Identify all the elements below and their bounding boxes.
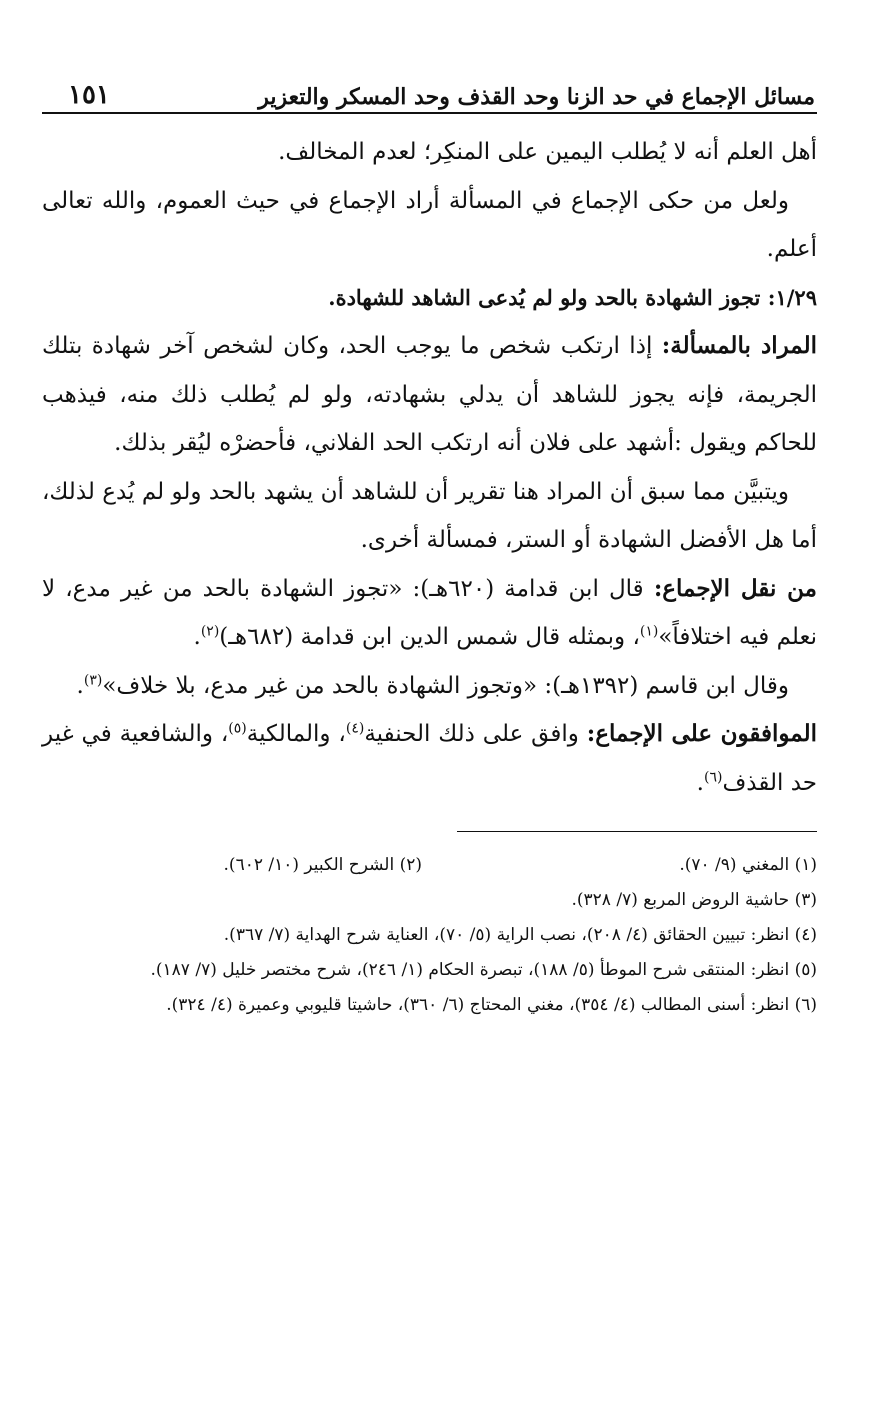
footnote-row: [42, 848, 817, 883]
paragraph-text: إذا ارتكب شخص ما يوجب الحد، وكان لشخص آخر شهادة بتلك الجريمة، فإنه يجوز للشاهد أن يدلي بشهادته، ولو لم يُطلب ذلك منه، فيذهب للحاكم ويقول :أشهد على فلان أنه ارتكب الحد الفلاني، فأحضرْه ليُقر بذلك.: [42, 333, 817, 456]
footnote-ref[interactable]: (٤): [345, 720, 365, 737]
paragraph-text: وافق على ذلك الحنفية: [364, 721, 587, 747]
paragraph-label: من نقل الإجماع:: [653, 574, 817, 602]
page-number: ١٥١: [68, 80, 110, 110]
paragraph: ولعل من حكى الإجماع في المسألة أراد الإجماع في حيث العموم، والله تعالى أعلم.: [42, 187, 817, 262]
footnote: (٦) انظر: أسنى المطالب (٤/ ٣٥٤)، مغني المحتاج (٦/ ٣٦٠)، حاشيتا قليوبي وعميرة (٤/ ٣٢٤).: [166, 995, 817, 1015]
paragraph-text: قال ابن قدامة (٦٢٠هـ): «تجوز الشهادة بالحد من غير مدع، لا نعلم فيه اختلافاً»: [42, 575, 817, 650]
running-title: مسائل الإجماع في حد الزنا وحد القذف وحد المسكر والتعزير: [258, 84, 815, 110]
footnote-ref[interactable]: (٥): [228, 720, 247, 737]
footnote-divider: [457, 831, 817, 832]
paragraph-text: .: [696, 769, 704, 796]
footnote-ref[interactable]: (٣): [83, 671, 103, 688]
paragraph-text: ، والشافعية في غير حد القذف: [42, 721, 817, 796]
footnote: (٢) الشرح الكبير (١٠/ ٦٠٢).: [223, 855, 422, 875]
paragraph: [42, 322, 817, 468]
page-header: [42, 58, 817, 110]
footnote: (٤) انظر: تبيين الحقائق (٤/ ٢٠٨)، نصب الراية (٥/ ٧٠)، العناية شرح الهداية (٧/ ٣٦٧).: [223, 925, 817, 945]
paragraph-text: ، والمالكية: [246, 721, 346, 747]
paragraph-text: .: [76, 672, 84, 699]
main-text: [42, 128, 817, 807]
paragraph: [42, 710, 817, 807]
paragraph-label: الموافقون على الإجماع:: [586, 720, 818, 747]
paragraph-text: .: [193, 624, 201, 650]
paragraph: ويتبيَّن مما سبق أن المراد هنا تقرير أن للشاهد أن يشهد بالحد ولو لم يُدع لذلك، أما هل الأفضل الشهادة أو الستر، فمسألة أخرى.: [42, 478, 817, 553]
footnote: (٥) انظر: المنتقى شرح الموطأ (٥/ ١٨٨)، تبصرة الحكام (١/ ٢٤٦)، شرح مختصر خليل (٧/ ١٨٧).: [150, 960, 817, 980]
footnote-ref[interactable]: (٢): [200, 623, 220, 640]
paragraph: [42, 662, 817, 711]
header-divider: [42, 112, 817, 114]
paragraph-text: وقال ابن قاسم (١٣٩٢هـ): «وتجوز الشهادة بالحد من غير مدع، بلا خلاف»: [102, 672, 789, 699]
paragraph: [42, 565, 817, 662]
footnote: (١) المغني (٩/ ٧٠).: [679, 855, 817, 875]
paragraph-label: المراد بالمسألة:: [661, 332, 817, 359]
footnote-ref[interactable]: (٦): [703, 768, 723, 785]
paragraph: أهل العلم أنه لا يُطلب اليمين على المنكِر؛ لعدم المخالف.: [278, 139, 817, 165]
section-heading: ١/٢٩: تجوز الشهادة بالحد ولو لم يُدعى الشاهد للشهادة.: [328, 284, 817, 310]
footnote-ref[interactable]: (١): [639, 623, 659, 640]
book-page: [42, 58, 817, 1023]
paragraph-text: ، وبمثله قال شمس الدين ابن قدامة (٦٨٢هـ): [219, 624, 640, 650]
footnote: (٣) حاشية الروض المربع (٧/ ٣٢٨).: [571, 890, 817, 910]
footnotes: [42, 848, 817, 1023]
